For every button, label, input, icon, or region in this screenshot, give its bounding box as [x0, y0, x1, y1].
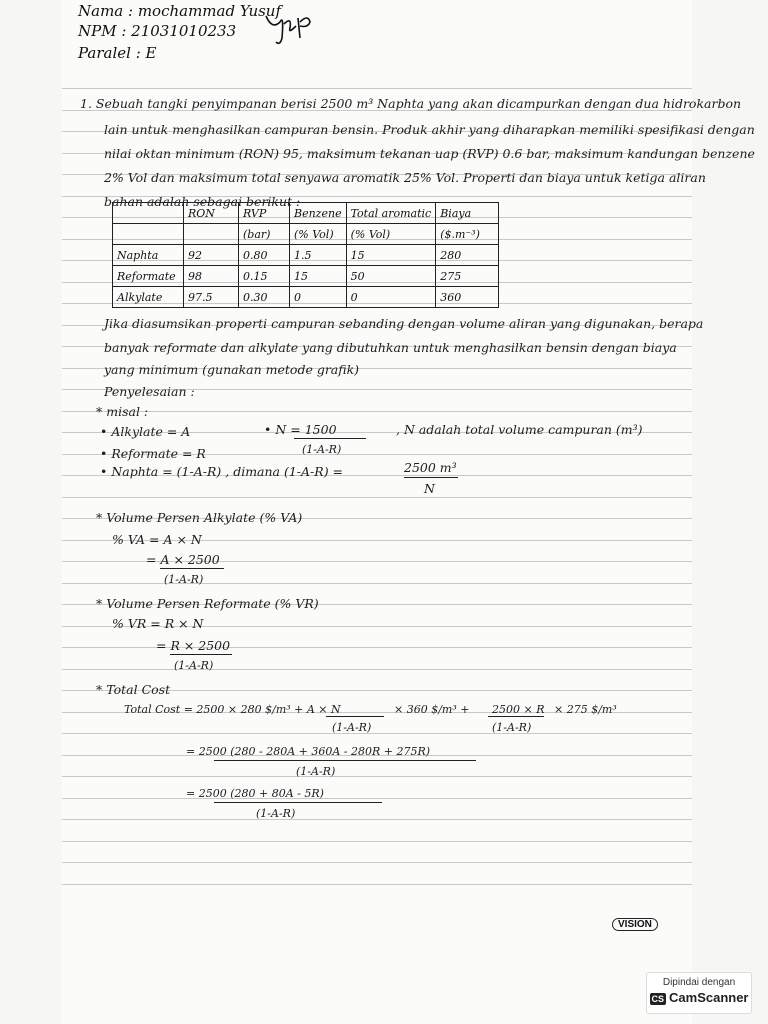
tc-title: * Total Cost	[96, 682, 171, 697]
table-cell: 0.15	[239, 266, 290, 287]
tc-line-1c: 2500 × R	[492, 703, 545, 716]
student-class: Paralel : E	[78, 44, 157, 62]
n-definition: • N = 1500	[264, 422, 337, 437]
problem-line-3: nilai oktan minimum (RON) 95, maksimum tekanan uap (RVP) 0.6 bar, maksimum kandungan benzene	[104, 146, 755, 161]
tc-line-2-den: (1-A-R)	[296, 765, 336, 778]
ruled-line	[62, 841, 692, 842]
va-line-1: % VA = A × N	[112, 532, 202, 547]
ruled-line	[62, 819, 692, 820]
table-cell: 0	[290, 287, 347, 308]
table-cell: Naphta	[113, 245, 184, 266]
ruled-line	[62, 497, 692, 498]
naphta-fraction-den: N	[424, 481, 435, 496]
fraction-bar	[214, 802, 382, 803]
table-header-row	[113, 203, 499, 224]
table-cell: 50	[346, 266, 436, 287]
table-cell: 275	[436, 266, 499, 287]
va-denominator: (1-A-R)	[164, 573, 204, 586]
camscanner-label	[647, 990, 751, 1005]
table-header-cell: Biaya	[436, 203, 499, 224]
va-line-2: = A × 2500	[146, 552, 220, 567]
tc-line-3-den: (1-A-R)	[256, 807, 296, 820]
fraction-bar	[160, 568, 224, 569]
misal-label: * misal :	[96, 404, 149, 419]
vr-title: * Volume Persen Reformate (% VR)	[96, 596, 319, 611]
table-cell: 97.5	[184, 287, 239, 308]
table-cell: 92	[184, 245, 239, 266]
vr-line-2: = R × 2500	[156, 638, 231, 653]
table-header-cell	[113, 203, 184, 224]
student-npm: NPM : 21031010233	[78, 22, 237, 40]
table-cell: 98	[184, 266, 239, 287]
table-cell: 0.80	[239, 245, 290, 266]
problem-line-2: lain untuk menghasilkan campuran bensin. Produk akhir yang diharapkan memiliki spesifikasi dengan	[104, 122, 755, 137]
table-cell: 15	[290, 266, 347, 287]
problem-line-5: bahan adalah sebagai berikut :	[104, 194, 301, 209]
tc-line-3-num: = 2500 (280 + 80A - 5R)	[186, 787, 324, 800]
table-cell: 360	[436, 287, 499, 308]
camscanner-name: CamScanner	[669, 990, 749, 1005]
table-unit-cell	[113, 224, 184, 245]
table-unit-cell: ($.m⁻³)	[436, 224, 499, 245]
fraction-bar	[404, 477, 458, 478]
tc-line-1b: × 360 $/m³ +	[394, 703, 470, 716]
table-header-cell: RVP	[239, 203, 290, 224]
table-cell: Reformate	[113, 266, 184, 287]
tc-line-1a: Total Cost = 2500 × 280 $/m³ + A × N	[124, 703, 341, 716]
problem-line-1: 1. Sebuah tangki penyimpanan berisi 2500 m³ Naphta yang akan dicampurkan dengan dua hidrokarbon	[80, 96, 742, 111]
table-cell: 0	[346, 287, 436, 308]
ruled-line	[62, 669, 692, 670]
tc-line-2-num: = 2500 (280 - 280A + 360A - 280R + 275R)	[186, 745, 431, 758]
problem-line-4: 2% Vol dan maksimum total senyawa aromatik 25% Vol. Properti dan biaya untuk ketiga aliran	[104, 170, 706, 185]
tc-den-1: (1-A-R)	[332, 721, 372, 734]
fraction-bar	[294, 438, 366, 439]
question-line-2: banyak reformate dan alkylate yang dibutuhkan untuk menghasilkan bensin dengan biaya	[104, 340, 677, 355]
table-unit-cell: (bar)	[239, 224, 290, 245]
reformate-def: • Reformate = R	[100, 446, 206, 461]
question-line-1: Jika diasumsikan properti campuran sebanding dengan volume aliran yang digunakan, berapa	[104, 316, 704, 331]
solution-title: Penyelesaian :	[104, 384, 195, 399]
ruled-line	[62, 411, 692, 412]
camscanner-watermark	[646, 972, 752, 1014]
vr-line-1: % VR = R × N	[112, 616, 204, 631]
property-table	[112, 202, 499, 308]
table-row	[113, 266, 499, 287]
question-line-3: yang minimum (gunakan metode grafik)	[104, 362, 360, 377]
table-header-cell: Total aromatic	[346, 203, 436, 224]
table-unit-cell: (% Vol)	[290, 224, 347, 245]
ruled-line	[62, 884, 692, 885]
tc-line-1d: × 275 $/m³	[554, 703, 617, 716]
signature	[262, 8, 322, 48]
naphta-def: • Naphta = (1-A-R) , dimana (1-A-R) =	[100, 464, 344, 479]
table-unit-cell: (% Vol)	[346, 224, 436, 245]
ruled-line	[62, 583, 692, 584]
fraction-bar	[170, 654, 232, 655]
n-note: , N adalah total volume campuran (m³)	[396, 422, 643, 437]
camscanner-logo-icon: CS	[651, 993, 665, 1004]
ruled-line	[62, 88, 692, 89]
ruled-line	[62, 798, 692, 799]
ruled-line	[62, 733, 692, 734]
scanned-with-label: Dipindai dengan	[662, 977, 736, 988]
table-unit-cell	[184, 224, 239, 245]
table-cell: 1.5	[290, 245, 347, 266]
n-denominator: (1-A-R)	[302, 443, 342, 456]
table-cell: 0.30	[239, 287, 290, 308]
va-title: * Volume Persen Alkylate (% VA)	[96, 510, 303, 525]
fraction-bar	[326, 716, 384, 717]
fraction-bar	[488, 716, 544, 717]
table-cell: Alkylate	[113, 287, 184, 308]
table-units-row	[113, 224, 499, 245]
ruled-line	[62, 776, 692, 777]
vr-denominator: (1-A-R)	[174, 659, 214, 672]
fraction-bar	[214, 760, 476, 761]
tc-den-2: (1-A-R)	[492, 721, 532, 734]
student-name: Nama : mochammad Yusuf	[78, 2, 282, 20]
table-header-cell: Benzene	[290, 203, 347, 224]
naphta-fraction-num: 2500 m³	[404, 460, 457, 475]
notebook-brand-mark: VISION	[612, 918, 658, 931]
ruled-line	[62, 862, 692, 863]
table-row	[113, 287, 499, 308]
table-header-cell: RON	[184, 203, 239, 224]
table-cell: 15	[346, 245, 436, 266]
table-row	[113, 245, 499, 266]
table-cell: 280	[436, 245, 499, 266]
alkylate-def: • Alkylate = A	[100, 424, 191, 439]
